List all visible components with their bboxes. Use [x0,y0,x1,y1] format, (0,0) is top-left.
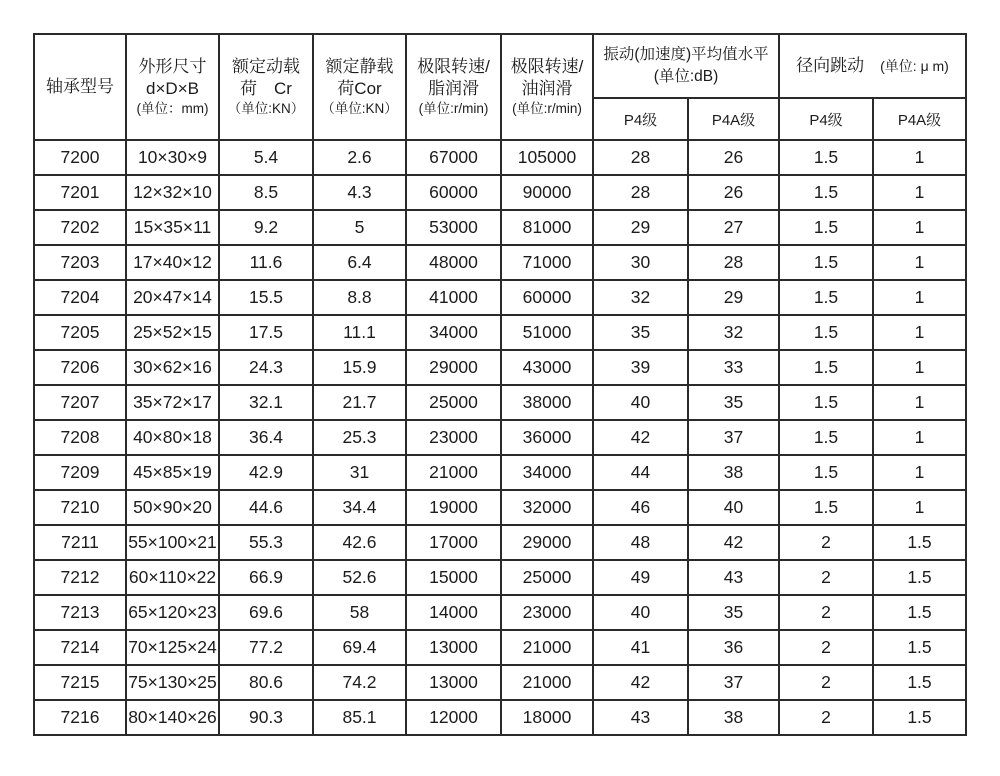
cell-runout-p4: 2 [779,560,873,595]
cell-oil-speed: 71000 [501,245,593,280]
cell-runout-p4: 1.5 [779,385,873,420]
cell-runout-p4a: 1 [873,280,966,315]
cell-runout-p4: 1.5 [779,140,873,175]
cell-vib-p4a: 27 [688,210,779,245]
cell-vib-p4: 39 [593,350,688,385]
cell-runout-p4a: 1 [873,385,966,420]
cell-grease-speed: 19000 [406,490,501,525]
cell-grease-speed: 48000 [406,245,501,280]
cell-model: 7208 [34,420,126,455]
cell-grease-speed: 14000 [406,595,501,630]
cell-grease-speed: 21000 [406,455,501,490]
header-vib-p4a: P4A级 [688,98,779,140]
cell-cor: 34.4 [313,490,406,525]
cell-cr: 5.4 [219,140,313,175]
cell-vib-p4a: 37 [688,665,779,700]
cell-vib-p4a: 26 [688,140,779,175]
cell-grease-speed: 29000 [406,350,501,385]
cell-dims: 80×140×26 [126,700,219,735]
cell-vib-p4a: 32 [688,315,779,350]
table-row [34,315,966,350]
cell-runout-p4: 1.5 [779,315,873,350]
cell-cr: 44.6 [219,490,313,525]
cell-oil-speed: 18000 [501,700,593,735]
cell-oil-speed: 51000 [501,315,593,350]
cell-vib-p4a: 36 [688,630,779,665]
cell-vib-p4: 42 [593,420,688,455]
cell-grease-speed: 60000 [406,175,501,210]
cell-runout-p4a: 1.5 [873,560,966,595]
cell-vib-p4a: 38 [688,700,779,735]
cell-model: 7214 [34,630,126,665]
cell-oil-speed: 90000 [501,175,593,210]
cell-vib-p4: 40 [593,385,688,420]
cell-vib-p4: 28 [593,175,688,210]
cell-cor: 58 [313,595,406,630]
cell-model: 7202 [34,210,126,245]
cell-runout-p4: 2 [779,630,873,665]
cell-oil-speed: 34000 [501,455,593,490]
cell-dims: 55×100×21 [126,525,219,560]
cell-runout-p4a: 1.5 [873,665,966,700]
cell-vib-p4: 42 [593,665,688,700]
cell-model: 7201 [34,175,126,210]
cell-cr: 55.3 [219,525,313,560]
cell-model: 7203 [34,245,126,280]
cell-runout-p4a: 1 [873,490,966,525]
cell-runout-p4: 1.5 [779,420,873,455]
cell-cr: 24.3 [219,350,313,385]
cell-runout-p4a: 1.5 [873,630,966,665]
cell-oil-speed: 105000 [501,140,593,175]
cell-vib-p4a: 28 [688,245,779,280]
cell-cor: 4.3 [313,175,406,210]
cell-runout-p4: 1.5 [779,280,873,315]
table-row [34,350,966,385]
cell-vib-p4: 35 [593,315,688,350]
header-dynamic-load: 额定动载 荷 Cr （单位:KN） [219,34,313,140]
cell-vib-p4a: 43 [688,560,779,595]
header-grease-speed: 极限转速/ 脂润滑 (单位:r/min) [406,34,501,140]
cell-grease-speed: 67000 [406,140,501,175]
cell-vib-p4a: 38 [688,455,779,490]
cell-dims: 65×120×23 [126,595,219,630]
table-row [34,385,966,420]
cell-model: 7213 [34,595,126,630]
cell-dims: 75×130×25 [126,665,219,700]
cell-grease-speed: 13000 [406,630,501,665]
cell-grease-speed: 12000 [406,700,501,735]
cell-cr: 11.6 [219,245,313,280]
cell-vib-p4a: 35 [688,595,779,630]
cell-vib-p4a: 29 [688,280,779,315]
cell-vib-p4: 44 [593,455,688,490]
header-model [34,34,126,140]
cell-dims: 60×110×22 [126,560,219,595]
cell-grease-speed: 13000 [406,665,501,700]
cell-runout-p4a: 1 [873,210,966,245]
table-row [34,700,966,735]
cell-cor: 6.4 [313,245,406,280]
cell-runout-p4a: 1 [873,455,966,490]
cell-oil-speed: 43000 [501,350,593,385]
cell-model: 7204 [34,280,126,315]
cell-runout-p4a: 1.5 [873,595,966,630]
table-row [34,280,966,315]
cell-cr: 77.2 [219,630,313,665]
cell-oil-speed: 23000 [501,595,593,630]
cell-runout-p4: 1.5 [779,490,873,525]
table-row [34,665,966,700]
header-runout-p4: P4级 [779,98,873,140]
cell-cor: 11.1 [313,315,406,350]
cell-cr: 66.9 [219,560,313,595]
table-row [34,210,966,245]
cell-vib-p4a: 42 [688,525,779,560]
cell-cor: 2.6 [313,140,406,175]
cell-runout-p4a: 1.5 [873,525,966,560]
cell-cor: 8.8 [313,280,406,315]
cell-cr: 32.1 [219,385,313,420]
cell-vib-p4: 41 [593,630,688,665]
cell-cor: 5 [313,210,406,245]
cell-model: 7211 [34,525,126,560]
cell-cor: 69.4 [313,630,406,665]
table-row [34,560,966,595]
cell-dims: 25×52×15 [126,315,219,350]
table-row [34,175,966,210]
cell-dims: 35×72×17 [126,385,219,420]
header-runout-p4a: P4A级 [873,98,966,140]
header-runout-title: 径向跳动 [796,55,865,75]
cell-oil-speed: 25000 [501,560,593,595]
header-runout-unit: (单位: μ m) [880,57,949,74]
cell-vib-p4: 30 [593,245,688,280]
table-row [34,490,966,525]
cell-model: 7215 [34,665,126,700]
cell-oil-speed: 38000 [501,385,593,420]
cell-vib-p4a: 35 [688,385,779,420]
table-row [34,595,966,630]
cell-model: 7205 [34,315,126,350]
cell-runout-p4a: 1 [873,315,966,350]
table-body [34,140,966,735]
cell-runout-p4a: 1 [873,245,966,280]
cell-runout-p4: 2 [779,665,873,700]
cell-runout-p4a: 1 [873,175,966,210]
cell-runout-p4: 2 [779,525,873,560]
cell-vib-p4: 28 [593,140,688,175]
cell-dims: 17×40×12 [126,245,219,280]
cell-grease-speed: 23000 [406,420,501,455]
table-row [34,455,966,490]
cell-grease-speed: 17000 [406,525,501,560]
cell-runout-p4a: 1 [873,420,966,455]
header-oil-speed: 极限转速/ 油润滑 (单位:r/min) [501,34,593,140]
cell-cor: 85.1 [313,700,406,735]
cell-runout-p4: 2 [779,700,873,735]
cell-grease-speed: 41000 [406,280,501,315]
cell-cr: 69.6 [219,595,313,630]
cell-dims: 12×32×10 [126,175,219,210]
cell-model: 7206 [34,350,126,385]
cell-dims: 10×30×9 [126,140,219,175]
cell-vib-p4: 49 [593,560,688,595]
cell-dims: 20×47×14 [126,280,219,315]
cell-runout-p4a: 1.5 [873,700,966,735]
header-dims: 外形尺寸 d×D×B (单位：mm) [126,34,219,140]
cell-vib-p4a: 26 [688,175,779,210]
cell-runout-p4a: 1 [873,140,966,175]
cell-oil-speed: 21000 [501,630,593,665]
cell-vib-p4: 32 [593,280,688,315]
cell-vib-p4: 46 [593,490,688,525]
cell-dims: 45×85×19 [126,455,219,490]
cell-vib-p4a: 40 [688,490,779,525]
cell-grease-speed: 25000 [406,385,501,420]
cell-vib-p4a: 37 [688,420,779,455]
cell-vib-p4: 40 [593,595,688,630]
cell-oil-speed: 60000 [501,280,593,315]
cell-oil-speed: 81000 [501,210,593,245]
table-row [34,630,966,665]
cell-cor: 42.6 [313,525,406,560]
cell-model: 7200 [34,140,126,175]
cell-cor: 52.6 [313,560,406,595]
bearing-spec-table [33,33,967,736]
cell-model: 7209 [34,455,126,490]
cell-cr: 8.5 [219,175,313,210]
table-row [34,245,966,280]
cell-model: 7216 [34,700,126,735]
cell-vib-p4: 43 [593,700,688,735]
cell-oil-speed: 21000 [501,665,593,700]
table-row [34,140,966,175]
cell-cr: 90.3 [219,700,313,735]
cell-dims: 15×35×11 [126,210,219,245]
cell-cr: 42.9 [219,455,313,490]
cell-runout-p4: 1.5 [779,350,873,385]
cell-vib-p4: 48 [593,525,688,560]
cell-dims: 70×125×24 [126,630,219,665]
cell-dims: 30×62×16 [126,350,219,385]
header-static-load: 额定静载 荷Cor （单位:KN） [313,34,406,140]
header-model-label: 轴承型号 [46,76,114,96]
cell-runout-p4: 1.5 [779,245,873,280]
table-row [34,525,966,560]
cell-vib-p4: 29 [593,210,688,245]
cell-runout-p4: 1.5 [779,175,873,210]
cell-model: 7212 [34,560,126,595]
cell-grease-speed: 53000 [406,210,501,245]
cell-cr: 15.5 [219,280,313,315]
cell-cr: 36.4 [219,420,313,455]
cell-runout-p4a: 1 [873,350,966,385]
cell-vib-p4a: 33 [688,350,779,385]
cell-cr: 17.5 [219,315,313,350]
header-vibration-group: 振动(加速度)平均值水平(单位:dB) [593,34,779,98]
cell-runout-p4: 1.5 [779,210,873,245]
cell-cr: 9.2 [219,210,313,245]
cell-cor: 21.7 [313,385,406,420]
cell-oil-speed: 36000 [501,420,593,455]
cell-cor: 15.9 [313,350,406,385]
cell-cor: 25.3 [313,420,406,455]
cell-dims: 50×90×20 [126,490,219,525]
table-row [34,420,966,455]
header-runout-group [779,34,966,98]
cell-runout-p4: 1.5 [779,455,873,490]
cell-oil-speed: 32000 [501,490,593,525]
cell-model: 7207 [34,385,126,420]
cell-dims: 40×80×18 [126,420,219,455]
header-vib-p4: P4级 [593,98,688,140]
cell-grease-speed: 34000 [406,315,501,350]
cell-cor: 74.2 [313,665,406,700]
cell-runout-p4: 2 [779,595,873,630]
cell-model: 7210 [34,490,126,525]
cell-grease-speed: 15000 [406,560,501,595]
cell-cr: 80.6 [219,665,313,700]
cell-oil-speed: 29000 [501,525,593,560]
cell-cor: 31 [313,455,406,490]
